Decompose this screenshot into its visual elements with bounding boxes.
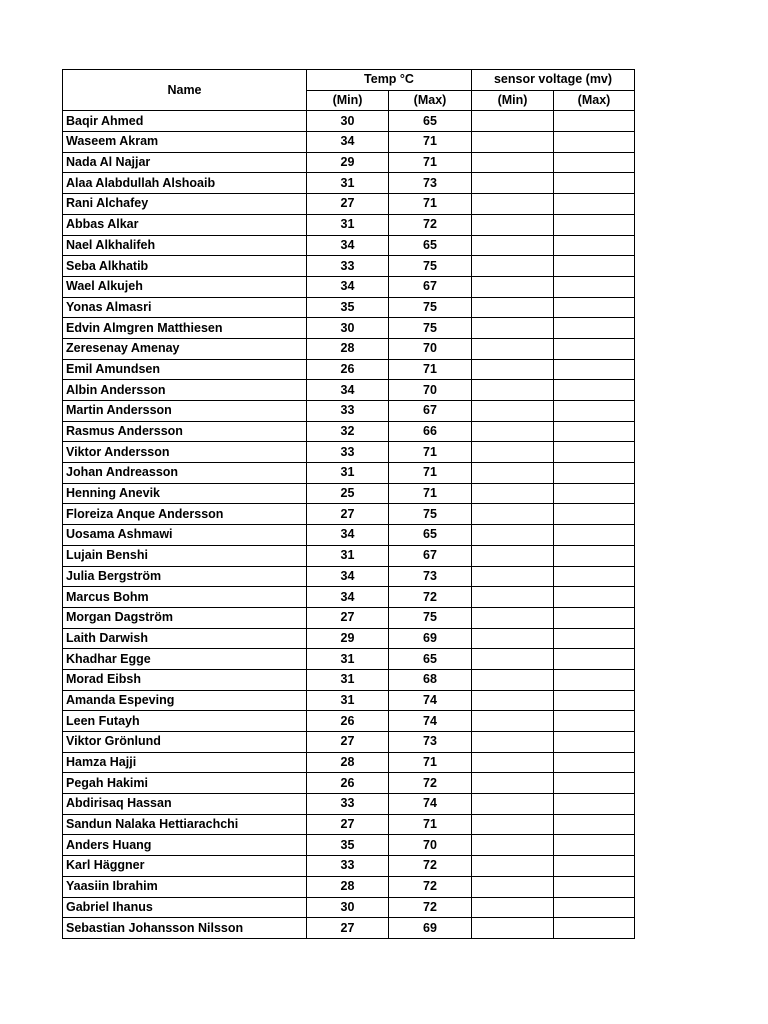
name-cell: Morgan Dagström [63, 607, 307, 628]
voltage-min-cell [472, 338, 554, 359]
voltage-min-cell [472, 380, 554, 401]
voltage-min-cell [472, 876, 554, 897]
voltage-min-cell [472, 152, 554, 173]
temp-min-cell: 27 [307, 732, 389, 753]
temp-max-cell: 65 [389, 649, 472, 670]
table-row [63, 442, 635, 463]
voltage-max-cell [554, 856, 635, 877]
temp-max-header: (Max) [389, 90, 472, 111]
table-row [63, 504, 635, 525]
temp-min-cell: 33 [307, 794, 389, 815]
voltage-max-cell [554, 711, 635, 732]
temp-max-cell: 74 [389, 690, 472, 711]
temp-min-cell: 34 [307, 525, 389, 546]
temp-min-cell: 27 [307, 194, 389, 215]
voltage-max-header: (Max) [554, 90, 635, 111]
voltage-min-cell [472, 276, 554, 297]
voltage-min-cell [472, 463, 554, 484]
name-cell: Albin Andersson [63, 380, 307, 401]
table-row [63, 173, 635, 194]
name-cell: Henning Anevik [63, 483, 307, 504]
table-row [63, 814, 635, 835]
voltage-min-cell [472, 421, 554, 442]
voltage-max-cell [554, 235, 635, 256]
temp-max-cell: 72 [389, 897, 472, 918]
voltage-min-cell [472, 628, 554, 649]
temp-max-cell: 71 [389, 814, 472, 835]
table-row [63, 732, 635, 753]
temp-min-cell: 30 [307, 897, 389, 918]
table-row [63, 545, 635, 566]
temp-max-cell: 74 [389, 794, 472, 815]
voltage-max-cell [554, 463, 635, 484]
voltage-max-cell [554, 732, 635, 753]
temp-max-cell: 70 [389, 835, 472, 856]
name-cell: Gabriel Ihanus [63, 897, 307, 918]
voltage-max-cell [554, 814, 635, 835]
voltage-max-cell [554, 318, 635, 339]
temp-max-cell: 65 [389, 525, 472, 546]
voltage-min-cell [472, 111, 554, 132]
name-cell: Baqir Ahmed [63, 111, 307, 132]
temp-min-cell: 33 [307, 442, 389, 463]
temp-max-cell: 71 [389, 194, 472, 215]
table-row [63, 607, 635, 628]
table-row [63, 897, 635, 918]
table-row [63, 628, 635, 649]
voltage-min-cell [472, 359, 554, 380]
temp-min-cell: 25 [307, 483, 389, 504]
voltage-min-cell [472, 607, 554, 628]
table-row [63, 711, 635, 732]
voltage-max-cell [554, 669, 635, 690]
voltage-max-cell [554, 421, 635, 442]
temp-min-cell: 28 [307, 338, 389, 359]
temp-max-cell: 67 [389, 545, 472, 566]
temp-max-cell: 71 [389, 132, 472, 153]
temp-min-cell: 34 [307, 380, 389, 401]
temp-min-cell: 35 [307, 835, 389, 856]
temp-max-cell: 66 [389, 421, 472, 442]
voltage-min-cell [472, 566, 554, 587]
voltage-max-cell [554, 256, 635, 277]
temp-max-cell: 72 [389, 876, 472, 897]
name-cell: Julia Bergström [63, 566, 307, 587]
name-cell: Morad Eibsh [63, 669, 307, 690]
voltage-max-cell [554, 773, 635, 794]
voltage-max-cell [554, 525, 635, 546]
temp-min-cell: 31 [307, 669, 389, 690]
voltage-max-cell [554, 111, 635, 132]
temp-max-cell: 74 [389, 711, 472, 732]
voltage-min-cell [472, 669, 554, 690]
name-cell: Sebastian Johansson Nilsson [63, 918, 307, 939]
voltage-min-header: (Min) [472, 90, 554, 111]
table-row [63, 463, 635, 484]
voltage-min-cell [472, 525, 554, 546]
table-row [63, 276, 635, 297]
table-row [63, 111, 635, 132]
voltage-max-cell [554, 876, 635, 897]
temp-max-cell: 72 [389, 214, 472, 235]
name-cell: Laith Darwish [63, 628, 307, 649]
temp-min-header: (Min) [307, 90, 389, 111]
temp-max-cell: 72 [389, 856, 472, 877]
table-header [63, 70, 635, 111]
temp-max-cell: 75 [389, 607, 472, 628]
voltage-min-cell [472, 401, 554, 422]
temp-max-cell: 71 [389, 152, 472, 173]
voltage-max-cell [554, 152, 635, 173]
name-cell: Edvin Almgren Matthiesen [63, 318, 307, 339]
voltage-max-cell [554, 338, 635, 359]
table-row [63, 338, 635, 359]
table-row [63, 773, 635, 794]
header-row-top [63, 70, 635, 91]
voltage-min-cell [472, 773, 554, 794]
temp-max-cell: 70 [389, 338, 472, 359]
voltage-max-cell [554, 649, 635, 670]
name-cell: Viktor Grönlund [63, 732, 307, 753]
name-cell: Yonas Almasri [63, 297, 307, 318]
voltage-min-cell [472, 732, 554, 753]
voltage-min-cell [472, 194, 554, 215]
voltage-max-cell [554, 628, 635, 649]
voltage-max-cell [554, 835, 635, 856]
temp-min-cell: 34 [307, 587, 389, 608]
voltage-max-cell [554, 401, 635, 422]
voltage-min-cell [472, 256, 554, 277]
measurement-table [62, 69, 635, 939]
name-cell: Yaasiin Ibrahim [63, 876, 307, 897]
table-row [63, 318, 635, 339]
name-cell: Rasmus Andersson [63, 421, 307, 442]
name-cell: Viktor Andersson [63, 442, 307, 463]
name-cell: Karl Häggner [63, 856, 307, 877]
temp-min-cell: 33 [307, 256, 389, 277]
name-cell: Marcus Bohm [63, 587, 307, 608]
temp-max-cell: 68 [389, 669, 472, 690]
table-row [63, 856, 635, 877]
temp-max-cell: 75 [389, 256, 472, 277]
temp-min-cell: 26 [307, 773, 389, 794]
temp-max-cell: 65 [389, 235, 472, 256]
temp-min-cell: 28 [307, 876, 389, 897]
table-row [63, 918, 635, 939]
table-row [63, 587, 635, 608]
table-row [63, 256, 635, 277]
temp-max-cell: 65 [389, 111, 472, 132]
table-row [63, 359, 635, 380]
table-row [63, 566, 635, 587]
temp-min-cell: 26 [307, 359, 389, 380]
temp-max-cell: 71 [389, 752, 472, 773]
voltage-min-cell [472, 690, 554, 711]
name-cell: Lujain Benshi [63, 545, 307, 566]
table-row [63, 194, 635, 215]
temp-min-cell: 31 [307, 214, 389, 235]
temp-max-cell: 73 [389, 566, 472, 587]
name-cell: Sandun Nalaka Hettiarachchi [63, 814, 307, 835]
temp-min-cell: 27 [307, 814, 389, 835]
table-row [63, 152, 635, 173]
temp-min-cell: 31 [307, 649, 389, 670]
voltage-min-cell [472, 711, 554, 732]
voltage-max-cell [554, 752, 635, 773]
name-cell: Wael Alkujeh [63, 276, 307, 297]
voltage-min-cell [472, 897, 554, 918]
table-row [63, 483, 635, 504]
temp-min-cell: 27 [307, 607, 389, 628]
name-cell: Waseem Akram [63, 132, 307, 153]
name-cell: Seba Alkhatib [63, 256, 307, 277]
temp-min-cell: 34 [307, 235, 389, 256]
voltage-max-cell [554, 607, 635, 628]
temp-min-cell: 30 [307, 318, 389, 339]
voltage-min-cell [472, 545, 554, 566]
voltage-max-cell [554, 442, 635, 463]
voltage-max-cell [554, 380, 635, 401]
name-cell: Abdirisaq Hassan [63, 794, 307, 815]
table-row [63, 835, 635, 856]
temp-max-cell: 75 [389, 318, 472, 339]
table-row [63, 235, 635, 256]
table-row [63, 297, 635, 318]
name-cell: Anders Huang [63, 835, 307, 856]
temp-min-cell: 34 [307, 132, 389, 153]
voltage-max-cell [554, 794, 635, 815]
name-cell: Hamza Hajji [63, 752, 307, 773]
name-cell: Abbas Alkar [63, 214, 307, 235]
voltage-max-cell [554, 132, 635, 153]
temp-min-cell: 31 [307, 463, 389, 484]
temp-max-cell: 69 [389, 628, 472, 649]
voltage-max-cell [554, 214, 635, 235]
table-row [63, 752, 635, 773]
voltage-max-cell [554, 194, 635, 215]
temp-max-cell: 69 [389, 918, 472, 939]
voltage-min-cell [472, 835, 554, 856]
temp-min-cell: 29 [307, 152, 389, 173]
name-column-header: Name [63, 70, 307, 111]
temp-max-cell: 71 [389, 463, 472, 484]
table-row [63, 794, 635, 815]
temp-min-cell: 34 [307, 276, 389, 297]
name-cell: Johan Andreasson [63, 463, 307, 484]
temp-max-cell: 73 [389, 173, 472, 194]
temp-max-cell: 72 [389, 773, 472, 794]
voltage-min-cell [472, 214, 554, 235]
temp-max-cell: 75 [389, 297, 472, 318]
temp-max-cell: 67 [389, 276, 472, 297]
name-cell: Amanda Espeving [63, 690, 307, 711]
name-cell: Nada Al Najjar [63, 152, 307, 173]
temp-min-cell: 35 [307, 297, 389, 318]
name-cell: Leen Futayh [63, 711, 307, 732]
temp-max-cell: 70 [389, 380, 472, 401]
voltage-min-cell [472, 814, 554, 835]
voltage-min-cell [472, 235, 554, 256]
temp-max-cell: 71 [389, 442, 472, 463]
table-row [63, 649, 635, 670]
table-row [63, 525, 635, 546]
voltage-min-cell [472, 297, 554, 318]
temp-min-cell: 31 [307, 690, 389, 711]
name-cell: Martin Andersson [63, 401, 307, 422]
voltage-max-cell [554, 297, 635, 318]
temp-max-cell: 75 [389, 504, 472, 525]
voltage-min-cell [472, 483, 554, 504]
voltage-max-cell [554, 359, 635, 380]
temp-column-header: Temp °C [307, 70, 472, 91]
voltage-min-cell [472, 918, 554, 939]
temp-max-cell: 73 [389, 732, 472, 753]
voltage-max-cell [554, 504, 635, 525]
name-cell: Emil Amundsen [63, 359, 307, 380]
temp-min-cell: 27 [307, 504, 389, 525]
voltage-max-cell [554, 276, 635, 297]
table-row [63, 214, 635, 235]
voltage-max-cell [554, 587, 635, 608]
temp-min-cell: 32 [307, 421, 389, 442]
voltage-min-cell [472, 794, 554, 815]
name-cell: Pegah Hakimi [63, 773, 307, 794]
name-cell: Nael Alkhalifeh [63, 235, 307, 256]
voltage-min-cell [472, 649, 554, 670]
temp-min-cell: 31 [307, 545, 389, 566]
voltage-min-cell [472, 504, 554, 525]
name-cell: Uosama Ashmawi [63, 525, 307, 546]
temp-max-cell: 67 [389, 401, 472, 422]
temp-min-cell: 28 [307, 752, 389, 773]
temp-min-cell: 26 [307, 711, 389, 732]
voltage-max-cell [554, 545, 635, 566]
voltage-min-cell [472, 318, 554, 339]
table-row [63, 876, 635, 897]
temp-max-cell: 71 [389, 359, 472, 380]
name-cell: Rani Alchafey [63, 194, 307, 215]
voltage-min-cell [472, 587, 554, 608]
voltage-max-cell [554, 566, 635, 587]
name-cell: Floreiza Anque Andersson [63, 504, 307, 525]
voltage-max-cell [554, 918, 635, 939]
name-cell: Khadhar Egge [63, 649, 307, 670]
table-body [63, 111, 635, 939]
voltage-min-cell [472, 856, 554, 877]
table-row [63, 380, 635, 401]
temp-max-cell: 72 [389, 587, 472, 608]
temp-min-cell: 33 [307, 401, 389, 422]
voltage-column-header: sensor voltage (mv) [472, 70, 635, 91]
table-row [63, 132, 635, 153]
table-row [63, 401, 635, 422]
temp-min-cell: 29 [307, 628, 389, 649]
voltage-max-cell [554, 173, 635, 194]
voltage-min-cell [472, 132, 554, 153]
voltage-min-cell [472, 442, 554, 463]
temp-max-cell: 71 [389, 483, 472, 504]
table-row [63, 690, 635, 711]
voltage-max-cell [554, 897, 635, 918]
temp-min-cell: 34 [307, 566, 389, 587]
voltage-max-cell [554, 690, 635, 711]
voltage-max-cell [554, 483, 635, 504]
temp-min-cell: 30 [307, 111, 389, 132]
table-row [63, 669, 635, 690]
temp-min-cell: 27 [307, 918, 389, 939]
voltage-min-cell [472, 752, 554, 773]
temp-min-cell: 33 [307, 856, 389, 877]
name-cell: Zeresenay Amenay [63, 338, 307, 359]
table-row [63, 421, 635, 442]
temp-min-cell: 31 [307, 173, 389, 194]
name-cell: Alaa Alabdullah Alshoaib [63, 173, 307, 194]
voltage-min-cell [472, 173, 554, 194]
